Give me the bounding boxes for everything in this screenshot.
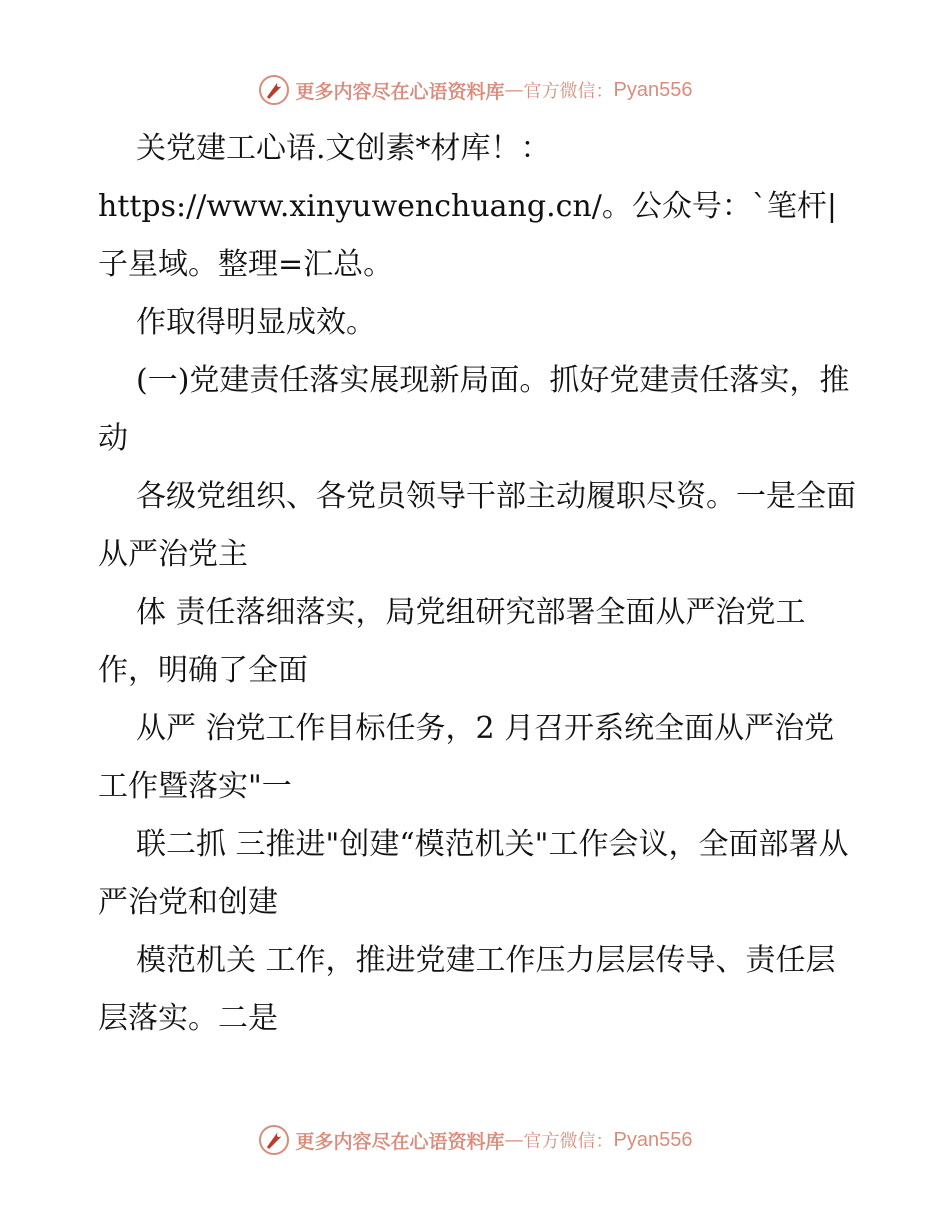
watermark-wechat-id: Pyan556	[613, 78, 693, 101]
watermark-wechat-id: Pyan556	[613, 1128, 693, 1151]
watermark-dash: —	[504, 1129, 524, 1151]
paragraph-8: 模范机关 工作，推进党建工作压力层层传导、责任层层落实。二是	[98, 943, 836, 1036]
pen-nib-logo-icon	[258, 74, 290, 106]
paragraph-3: (一)党建责任落实展现新局面。抓好党建责任落实，推动	[98, 363, 850, 456]
document-body	[98, 120, 858, 1048]
pen-nib-logo-icon	[258, 1124, 290, 1156]
paragraph-2: 作取得明显成效。	[136, 305, 376, 340]
watermark-main-text: 更多内容尽在心语资料库	[295, 80, 505, 103]
paragraph-4: 各级党组织、各党员领导干部主动履职尽资。一是全面从严治党主	[98, 479, 856, 572]
paragraph-5: 体 责任落细落实，局党组研究部署全面从严治党工作，明确了全面	[98, 595, 806, 688]
paragraph-6: 从严 治党工作目标任务，2 月召开系统全面从严治党工作暨落实"一	[98, 711, 835, 804]
footer-watermark	[0, 1120, 950, 1160]
watermark-main-text: 更多内容尽在心语资料库	[295, 1130, 505, 1153]
paragraph-1: 关党建工心语.文创素*材库！：https://www.xinyuwenchuang.cn/。公众号：`笔杆|子星域。整理=汇总。	[98, 131, 837, 282]
watermark-dash: —	[504, 79, 524, 101]
watermark-wechat-label: 官方微信：	[523, 81, 614, 102]
watermark-wechat-label: 官方微信：	[523, 1131, 614, 1152]
header-watermark	[0, 70, 950, 110]
paragraph-7: 联二抓 三推进"创建“模范机关"工作会议，全面部署从严治党和创建	[98, 827, 849, 920]
